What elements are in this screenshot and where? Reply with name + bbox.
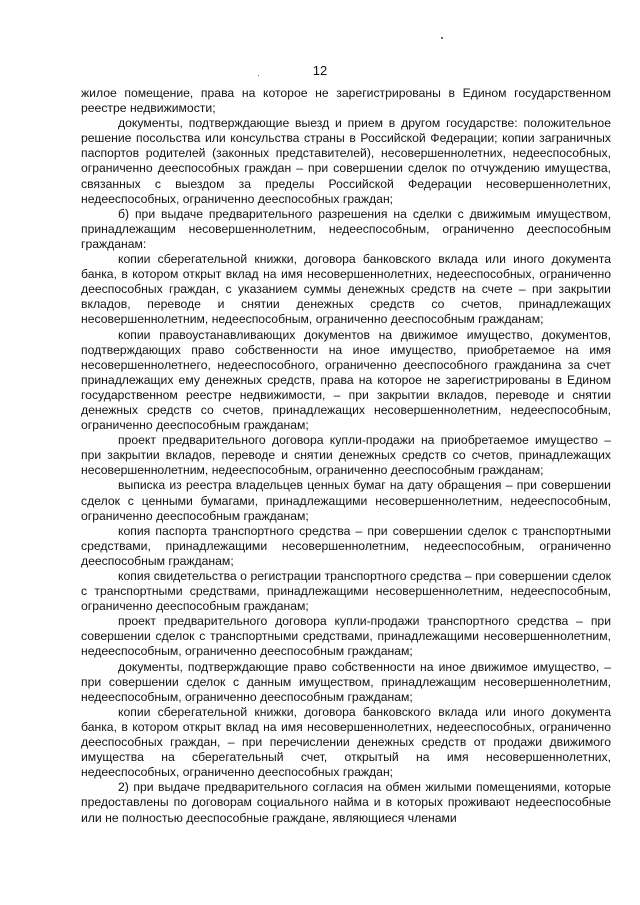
paragraph: выписка из реестра владельцев ценных бумаг на дату обращения – при совершении сделок с ценными бумагами, принадлежащими несовершеннолетним, недееспособным, ограниченно дееспособным гражданам;	[81, 478, 611, 523]
paragraph: проект предварительного договора купли-продажи на приобретаемое имущество – при закрытии вкладов, переводе и снятии денежных средств со счетов, принадлежащих несовершеннолетним, недееспособным, ограниченно дееспособным гражданам;	[81, 433, 611, 478]
paragraph: документы, подтверждающие выезд и прием в другом государстве: положительное решение посольства или консульства страны в Российской Федерации; копии заграничных паспортов родителей (законных представителей), несовершеннолетних, недееспособных, ограниченно дееспособных граждан – при совершении сделок по отчуждению имущества, связанных с выездом за пределы Российской Федерации несовершеннолетних, недееспособных, ограниченно дееспособных граждан;	[81, 116, 611, 206]
paragraph: копии правоустанавливающих документов на движимое имущество, документов, подтверждающих право собственности на иное имущество, приобретаемое на имя несовершеннолетнего, недееспособного, ограниченно дееспособного гражданина за счет принадлежащих ему денежных средств, права на которое не зарегистрированы в Едином государственном реестре недвижимости, – при закрытии вкладов, переводе и снятии денежных средств со счетов, принадлежащих несовершеннолетним, недееспособным, ограниченно дееспособным гражданам;	[81, 327, 611, 433]
paragraph: проект предварительного договора купли-продажи транспортного средства – при совершении сделок с транспортными средствами, принадлежащими несовершеннолетним, недееспособным, ограниченно дееспособным гражданам;	[81, 614, 611, 659]
paragraph: б) при выдаче предварительного разрешения на сделки с движимым имуществом, принадлежащим несовершеннолетним, недееспособным, ограниченно дееспособным гражданам:	[81, 206, 611, 251]
paragraph: жилое помещение, права на которое не зарегистрированы в Едином государственном реестре недвижимости;	[81, 86, 611, 116]
paragraph: копия свидетельства о регистрации транспортного средства – при совершении сделок с транспортными средствами, принадлежащими несовершеннолетним, недееспособным, ограниченно дееспособным гражданам;	[81, 569, 611, 614]
page-number: 12	[312, 63, 328, 78]
paragraph: документы, подтверждающие право собственности на иное движимое имущество, – при совершении сделок с данным имуществом, принадлежащим несовершеннолетним, недееспособным, ограниченно дееспособным гражданам;	[81, 659, 611, 704]
scan-speck	[441, 37, 443, 39]
paragraph: копия паспорта транспортного средства – при совершении сделок с транспортными средствами, принадлежащими несовершеннолетним, недееспособным, ограниченно дееспособным гражданам;	[81, 523, 611, 568]
document-body	[81, 86, 611, 826]
paragraph: 2) при выдаче предварительного согласия на обмен жилыми помещениями, которые предоставлены по договорам социального найма и в которых проживают недееспособные или не полностью дееспособные граждане, являющиеся членами	[81, 780, 611, 825]
paragraph: копии сберегательной книжки, договора банковского вклада или иного документа банка, в котором открыт вклад на имя несовершеннолетних, недееспособных, ограниченно дееспособных граждан, – при перечислении денежных средств от продажи движимого имущества на сберегательный счет, открытый на имя несовершеннолетних, недееспособных, ограниченно дееспособных граждан;	[81, 704, 611, 780]
paragraph: копии сберегательной книжки, договора банковского вклада или иного документа банка, в котором открыт вклад на имя несовершеннолетних, недееспособных, ограниченно дееспособных граждан, с указанием суммы денежных средств на счете – при закрытии вкладов, переводе и снятии денежных средств со счетов, принадлежащих несовершеннолетним, недееспособным, ограниченно дееспособным гражданам;	[81, 252, 611, 327]
